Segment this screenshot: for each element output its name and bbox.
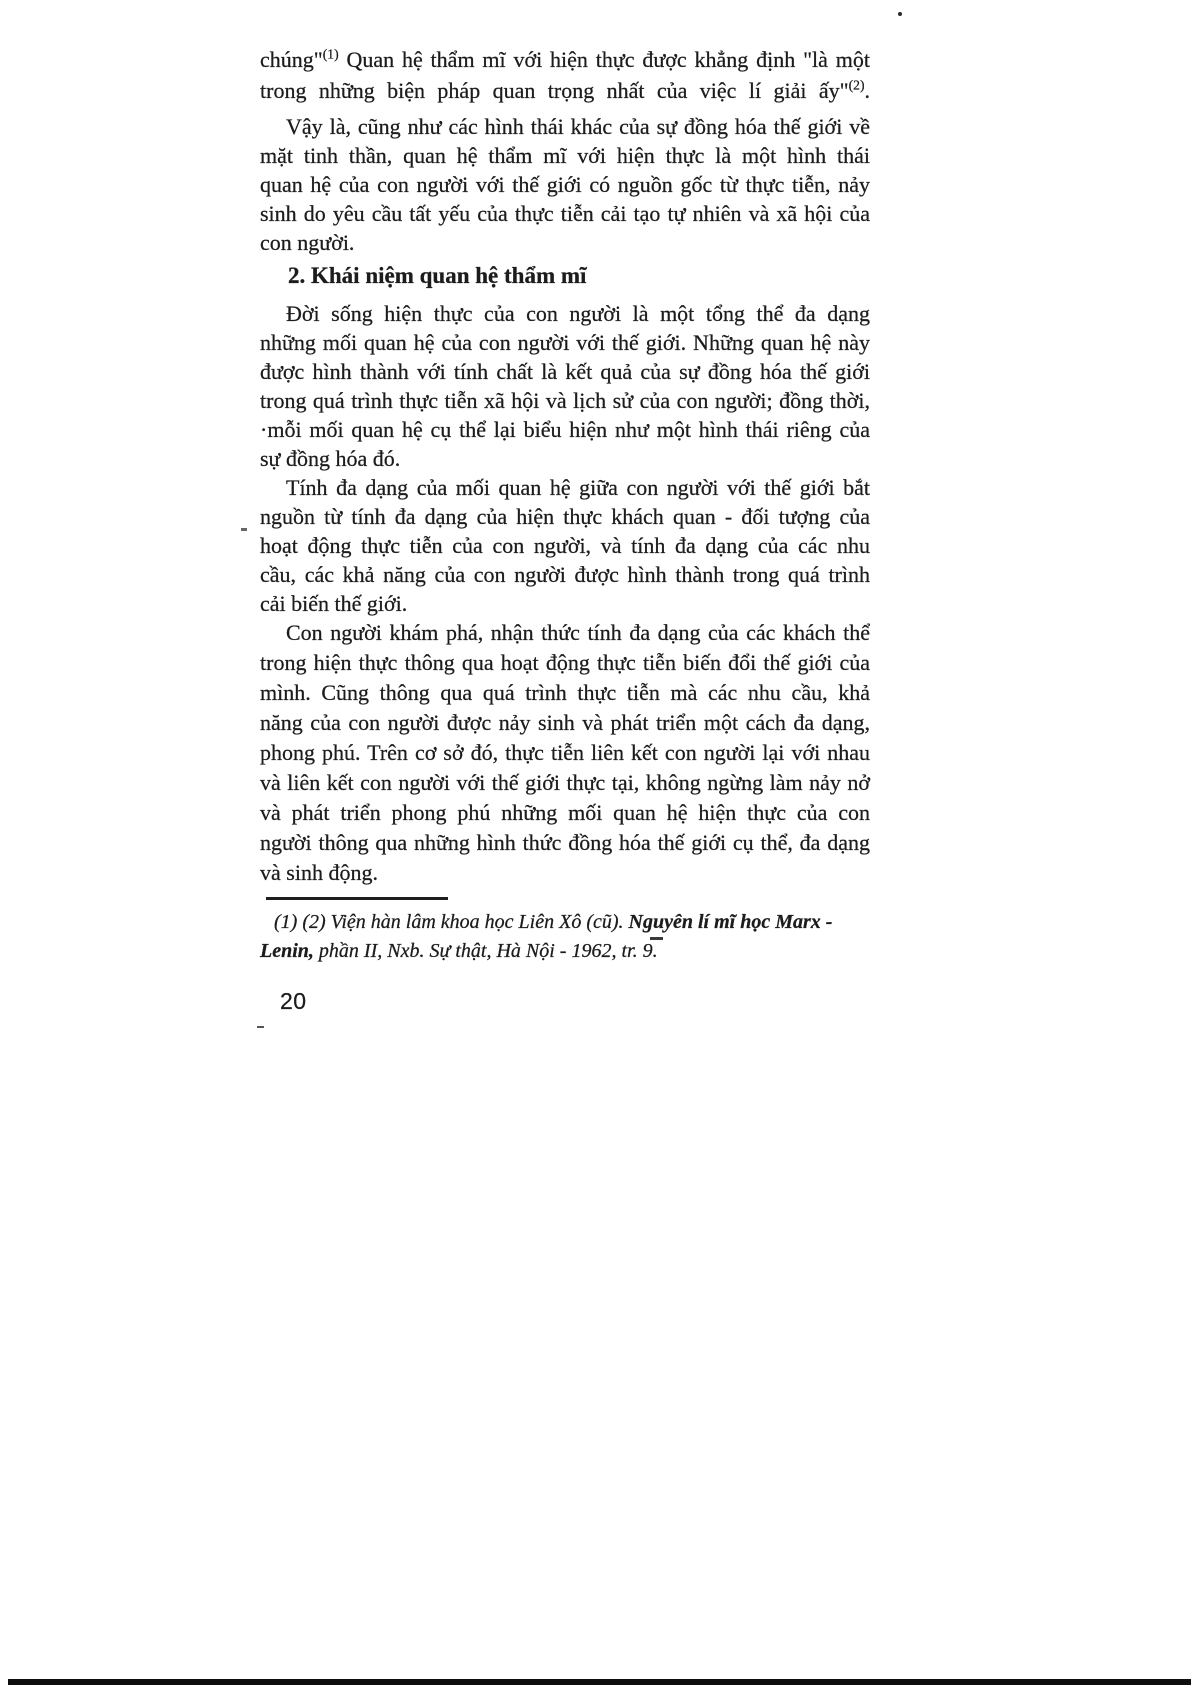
text-line: trong quá trình thực tiễn xã hội và lịch sử của con người; đồng thời, [260,388,870,413]
text-line: cầu, các khả năng của con người được hình thành trong quá trình [260,562,870,587]
text-line: cải biến thế giới. [260,591,408,616]
paragraph [260,473,870,618]
scan-edge-bar [8,1679,1191,1685]
footnote-line: (1) (2) Viện hàn lâm khoa học Liên Xô (cũ). Nguyên lí mĩ học Marx - [274,911,833,933]
footnote [260,897,870,966]
text-line: trong những biện pháp quan trọng nhất của việc lí giải ấy"$^{(2)}$. [260,77,870,103]
text-line: con người. [260,230,355,255]
text-line: năng của con người được nảy sinh và phát triển một cách đa dạng, [260,710,870,735]
body-text [260,44,870,888]
footnote-line: Lenin, phần II, Nxb. Sự thật, Hà Nội - 1962, tr. 9. [260,940,658,962]
paragraph [260,299,870,473]
text-line: phong phú. Trên cơ sở đó, thực tiễn liên kết con người lại với nhau [260,740,870,765]
footnote-text [260,908,870,966]
text-line: ·mỗi mối quan hệ cụ thể lại biểu hiện như một hình thái riêng của [260,417,870,442]
footnote-divider [266,897,448,900]
paragraph [260,618,870,888]
text-line: Con người khám phá, nhận thức tính đa dạng của các khách thể [286,620,870,645]
text-line: Vậy là, cũng như các hình thái khác của sự đồng hóa thế giới về [286,114,870,139]
text-line: những mối quan hệ của con người với thế giới. Những quan hệ này [260,330,870,355]
text-line: và liên kết con người với thế giới thực tại, không ngừng làm nảy nở [260,770,870,795]
page-number: 20 [280,988,307,1014]
text-line: sự đồng hóa đó. [260,446,401,471]
text-line: quan hệ của con người với thế giới có nguồn gốc từ thực tiễn, nảy [260,172,870,197]
text-line: được hình thành với tính chất là kết quả của sự đồng hóa thế giới [260,359,870,384]
text-line: Tính đa dạng của mối quan hệ giữa con người với thế giới bắt [286,475,870,500]
paragraph [260,44,870,106]
text-line: Đời sống hiện thực của con người là một tổng thể đa dạng [286,301,870,326]
text-line: mặt tinh thần, quan hệ thẩm mĩ với hiện thực là một hình thái [260,143,870,168]
text-line: và phát triển phong phú những mối quan hệ hiện thực của con [260,800,870,825]
text-line: trong hiện thực thông qua hoạt động thực tiễn biến đổi thế giới của [260,650,870,675]
text-line: chúng"$^{(1)}$ Quan hệ thẩm mĩ với hiện thực được khẳng định "là một [260,46,870,72]
text-line: người thông qua những hình thức đồng hóa thế giới cụ thể, đa dạng [260,830,870,855]
text-line: và sinh động. [260,860,378,885]
text-line: sinh do yêu cầu tất yếu của thực tiễn cải tạo tự nhiên và xã hội của [260,201,870,226]
text-column [260,44,870,1015]
scan-speck-dash-below-pagenum [257,1026,264,1028]
scan-speck-dot [898,12,902,16]
text-line: nguồn từ tính đa dạng của hiện thực khách quan - đối tượng của [260,504,870,529]
section-heading: 2. Khái niệm quan hệ thẩm mĩ [288,263,587,288]
text-line: hoạt động thực tiễn của con người, và tính đa dạng của các nhu [260,533,870,558]
scan-speck-dash-left-margin [241,528,247,531]
paragraph [260,112,870,257]
text-line: mình. Cũng thông qua quá trình thực tiễn mà các nhu cầu, khả [260,680,870,705]
